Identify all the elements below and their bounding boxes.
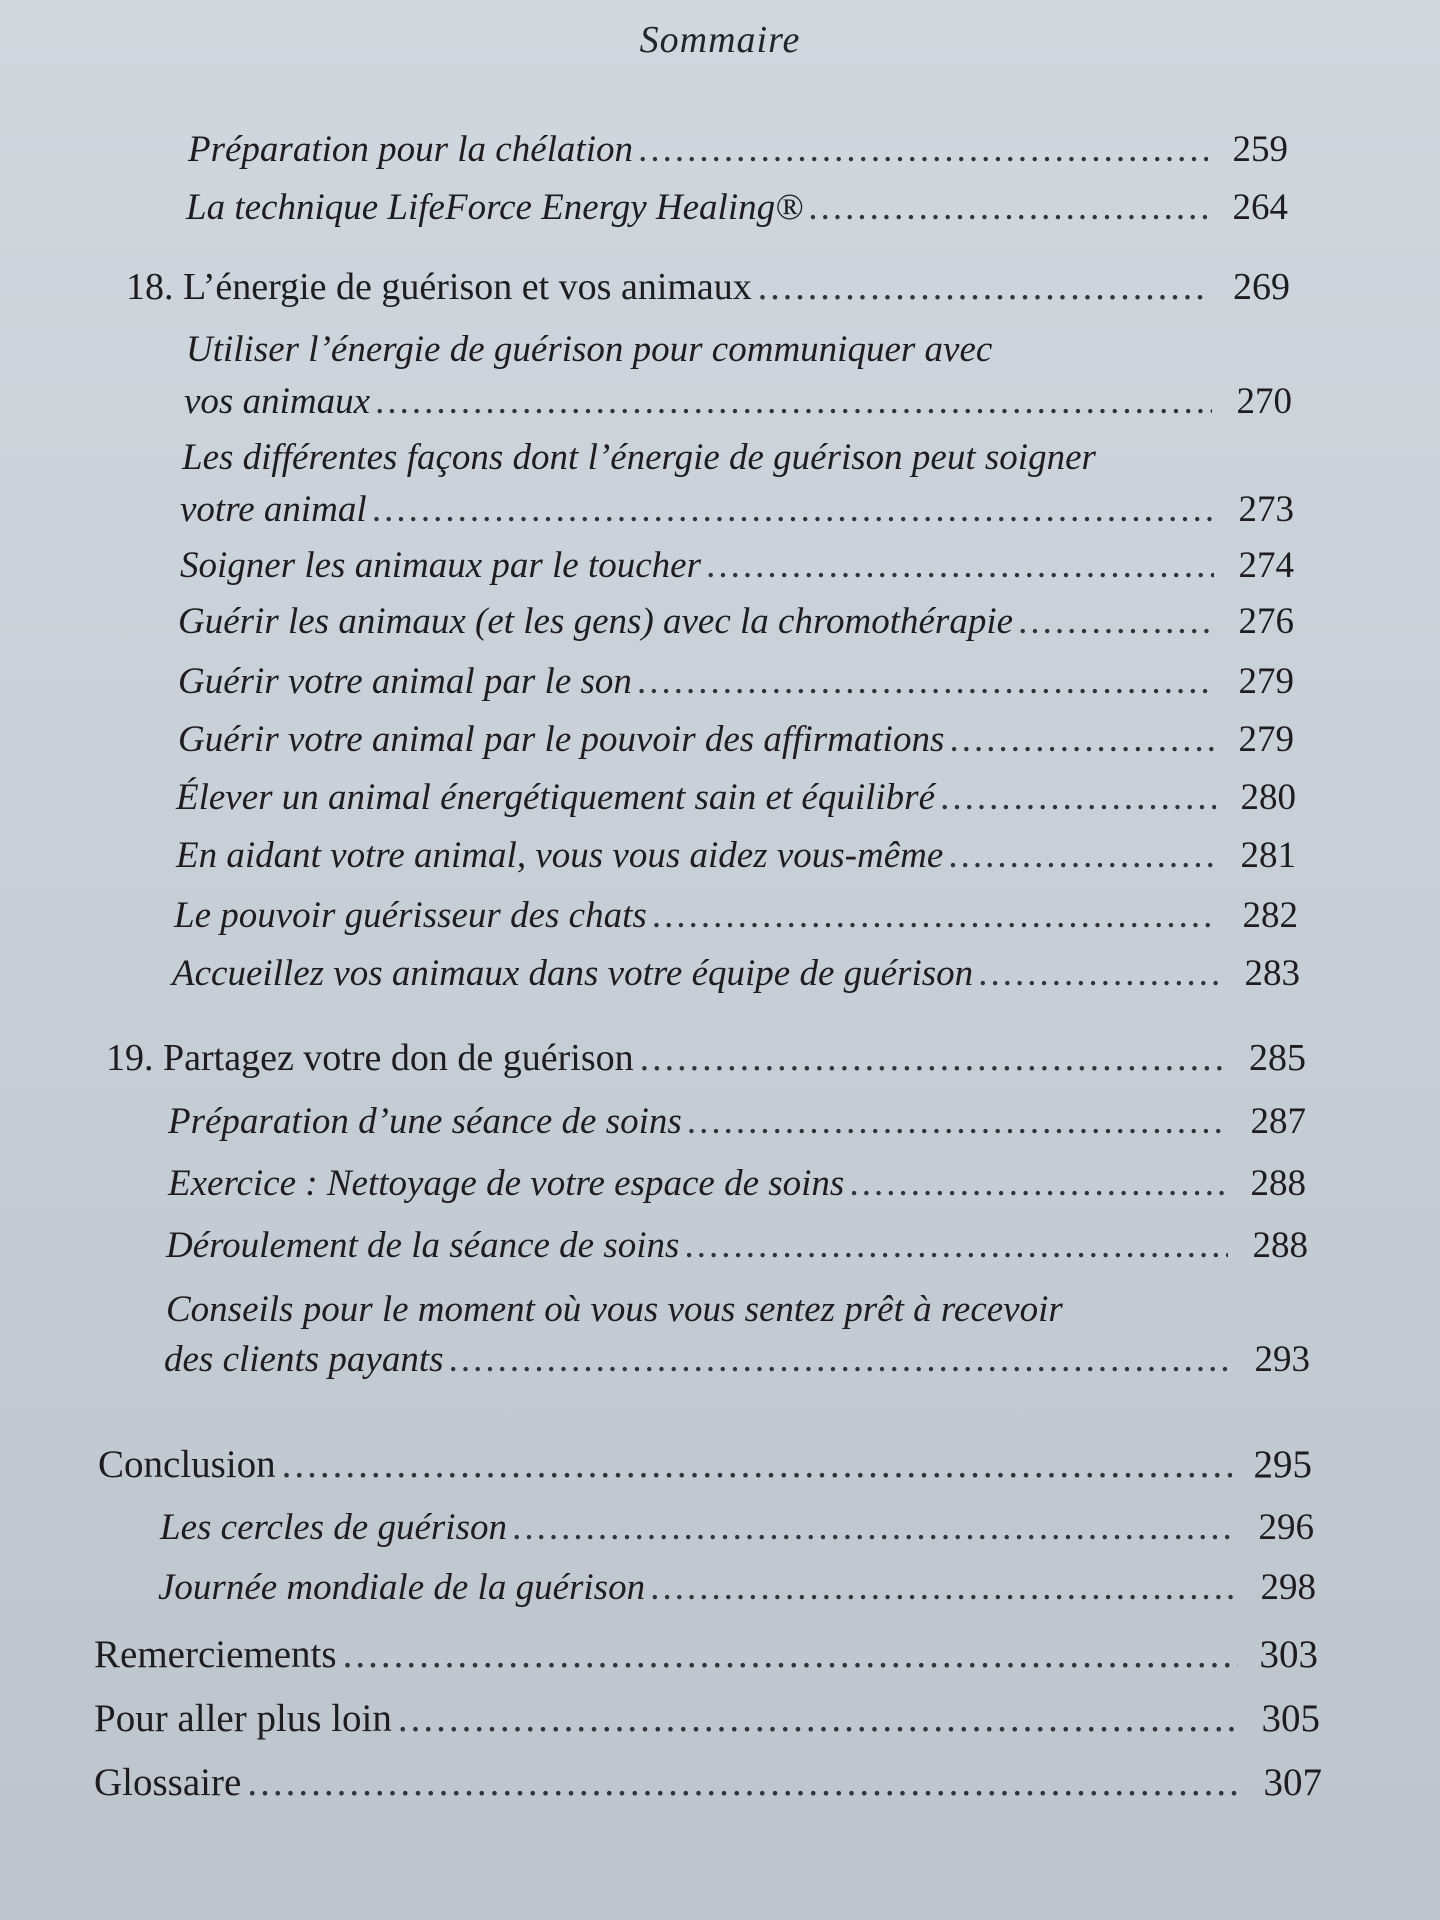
- dot-leader: [653, 894, 1218, 937]
- toc-entry-page: 283: [1244, 953, 1300, 994]
- toc-entry: [176, 834, 1296, 877]
- toc-entry: [184, 380, 1292, 423]
- chapter-number: 18.: [126, 266, 174, 308]
- toc-entry: [172, 952, 1300, 995]
- toc-entry-title: Élever un animal énergétiquement sain et équilibré: [176, 777, 935, 818]
- dot-leader: [450, 1338, 1230, 1381]
- dot-leader: [1019, 600, 1214, 643]
- toc-entry: [178, 718, 1294, 761]
- dot-leader: [513, 1506, 1234, 1549]
- toc-entry-page: 288: [1252, 1225, 1308, 1266]
- toc-entry: [166, 1224, 1308, 1267]
- toc-entry-page: 273: [1238, 489, 1294, 530]
- toc-entry: [178, 660, 1294, 703]
- toc-entry-title: La technique LifeForce Energy Healing®: [186, 187, 804, 228]
- toc-entry: [186, 186, 1288, 229]
- toc-entry-title-line2: vos animaux: [184, 381, 370, 422]
- toc-entry-title-line2: votre animal: [180, 489, 367, 530]
- toc-entry: [158, 1566, 1316, 1609]
- dot-leader: [850, 1162, 1226, 1205]
- chapter-title: Partagez votre don de guérison: [163, 1037, 634, 1079]
- dot-leader: [398, 1696, 1240, 1741]
- toc-entry: [178, 600, 1294, 643]
- toc-entry: [174, 894, 1298, 937]
- toc-entry-page: 264: [1232, 187, 1288, 228]
- toc-entry-page: 305: [1261, 1697, 1320, 1740]
- toc-entry-title-line1: Les différentes façons dont l’énergie de guérison peut soigner: [182, 437, 1096, 478]
- dot-leader: [247, 1760, 1242, 1805]
- dot-leader: [640, 1036, 1226, 1080]
- toc-entry-page: 307: [1263, 1761, 1322, 1804]
- dot-leader: [979, 952, 1220, 995]
- dot-leader: [376, 380, 1212, 423]
- toc-entry-page: 269: [1233, 266, 1290, 308]
- toc-entry-page: 293: [1254, 1339, 1310, 1380]
- toc-entry-title-line1: Conseils pour le moment où vous vous sentez prêt à recevoir: [166, 1289, 1063, 1330]
- dot-leader: [282, 1442, 1232, 1487]
- chapter-number: 19.: [106, 1037, 154, 1079]
- toc-entry-title: Les cercles de guérison: [160, 1507, 507, 1548]
- toc-section: [98, 1442, 1312, 1487]
- toc-entry-title-line1: Utiliser l’énergie de guérison pour communiquer avec: [186, 329, 993, 370]
- toc-entry-page: 281: [1240, 835, 1296, 876]
- toc-entry: [180, 544, 1294, 587]
- dot-leader: [688, 1100, 1226, 1143]
- toc-entry-title: Accueillez vos animaux dans votre équipe de guérison: [172, 953, 974, 994]
- dot-leader: [950, 718, 1214, 761]
- toc-entry-title: Remerciements: [94, 1633, 337, 1676]
- toc-section: [94, 1760, 1322, 1805]
- toc-entry-title: Guérir les animaux (et les gens) avec la chromothérapie: [178, 601, 1014, 642]
- toc-entry-title: Conclusion: [98, 1443, 276, 1486]
- dot-leader: [707, 544, 1214, 587]
- toc-entry: [176, 776, 1296, 819]
- toc-entry-title: Guérir votre animal par le pouvoir des affirmations: [178, 719, 945, 760]
- toc-chapter: [106, 1036, 1306, 1080]
- toc-entry-page: 303: [1259, 1633, 1318, 1676]
- toc-entry-title: Soigner les animaux par le toucher: [180, 545, 701, 586]
- toc-section: [94, 1632, 1318, 1677]
- toc-entry-title: Glossaire: [94, 1761, 242, 1804]
- dot-leader: [809, 186, 1208, 229]
- dot-leader: [373, 488, 1214, 531]
- toc-entry: [180, 488, 1294, 531]
- dot-leader: [343, 1632, 1238, 1677]
- toc-entry-page: 298: [1260, 1567, 1316, 1608]
- dot-leader: [941, 776, 1216, 819]
- dot-leader: [638, 660, 1214, 703]
- toc-entry-title: Pour aller plus loin: [94, 1697, 392, 1740]
- toc-entry-page: 259: [1232, 129, 1288, 170]
- toc-entry-title: Journée mondiale de la guérison: [158, 1567, 646, 1608]
- toc-entry-title: Préparation d’une séance de soins: [168, 1101, 682, 1142]
- chapter-title: L’énergie de guérison et vos animaux: [183, 266, 752, 308]
- toc-entry-page: 295: [1253, 1443, 1312, 1486]
- page-header: Sommaire: [639, 19, 801, 61]
- toc-entry-title: Déroulement de la séance de soins: [166, 1225, 680, 1266]
- toc-entry: [188, 128, 1288, 171]
- toc-entry-title: Préparation pour la chélation: [188, 129, 633, 170]
- toc-entry-title: Guérir votre animal par le son: [178, 661, 632, 702]
- toc-entry-page: 288: [1250, 1163, 1306, 1204]
- toc-chapter: [126, 265, 1290, 309]
- toc-entry-page: 279: [1238, 661, 1294, 702]
- toc-entry-title: Exercice : Nettoyage de votre espace de soins: [168, 1163, 845, 1204]
- dot-leader: [949, 834, 1216, 877]
- toc-entry-page: 287: [1250, 1101, 1306, 1142]
- toc-entry-title: En aidant votre animal, vous vous aidez vous-même: [176, 835, 944, 876]
- toc-entry: [164, 1338, 1310, 1381]
- toc-entry-page: 279: [1238, 719, 1294, 760]
- dot-leader: [639, 128, 1208, 171]
- toc-entry-page: 270: [1236, 381, 1292, 422]
- dot-leader: [758, 265, 1210, 309]
- toc-entry-page: 274: [1238, 545, 1294, 586]
- toc-entry-page: 285: [1249, 1037, 1306, 1079]
- toc-entry-page: 296: [1258, 1507, 1314, 1548]
- toc-entry: [168, 1100, 1306, 1143]
- toc-entry-page: 280: [1240, 777, 1296, 818]
- dot-leader: [685, 1224, 1228, 1267]
- dot-leader: [651, 1566, 1236, 1609]
- toc-section: [94, 1696, 1320, 1741]
- toc-entry-title: Le pouvoir guérisseur des chats: [174, 895, 647, 936]
- toc-entry-title-line2: des clients payants: [164, 1339, 444, 1380]
- toc-entry-page: 276: [1238, 601, 1294, 642]
- toc-entry: [168, 1162, 1306, 1205]
- toc-entry: [160, 1506, 1314, 1549]
- toc-entry-page: 282: [1242, 895, 1298, 936]
